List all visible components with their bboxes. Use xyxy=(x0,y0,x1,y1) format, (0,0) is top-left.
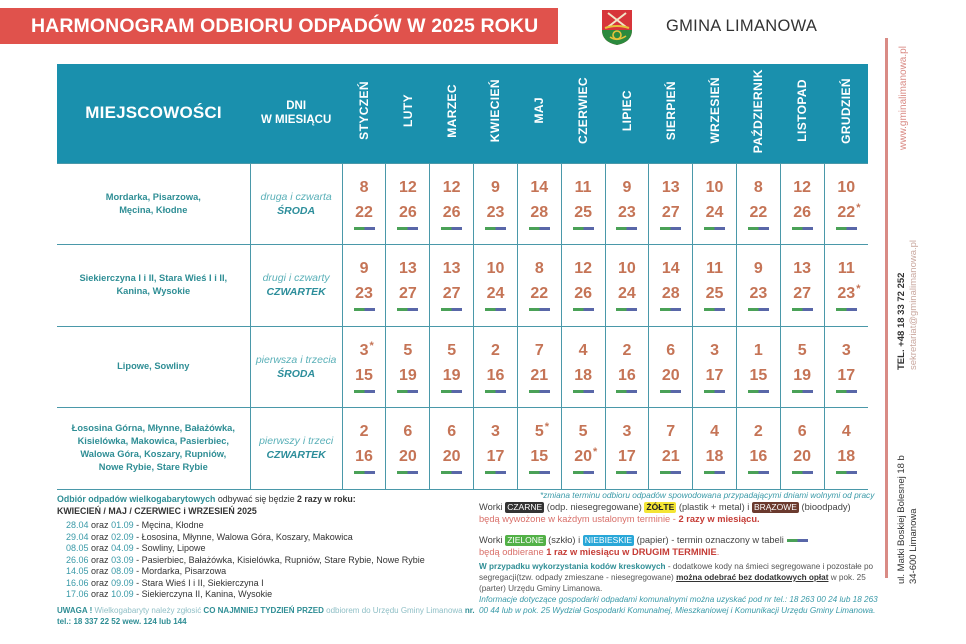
date-cell xyxy=(824,163,868,245)
date-cell xyxy=(342,245,386,327)
recycling-bar-icon xyxy=(397,390,418,393)
first-date: 5 xyxy=(447,341,457,359)
table-row xyxy=(57,245,868,327)
date-cell xyxy=(649,326,693,408)
locations-cell: Siekierczyna I i II, Stara Wieś I i II, Kanina, Wysokie xyxy=(57,245,250,327)
first-date: 2 xyxy=(622,341,632,359)
second-date: 21 xyxy=(661,448,680,466)
barcodes-note: W przypadku wykorzystania kodów kreskowych - dodatkowe kody na śmieci segregowane i pozostałe po segregacji(tzw. odpady zmieszane - niesegregowane) można odebrać bez dodatkowych opłat w pok. 25 (parter) Urzędu Gminy Limanowa. xyxy=(479,562,874,593)
recycling-bar-icon xyxy=(441,227,462,230)
recycling-bar-icon xyxy=(485,390,506,393)
second-date: 20 xyxy=(793,448,812,466)
second-date: 20 xyxy=(398,448,417,466)
header-month: LIPIEC xyxy=(605,64,649,163)
bags-legend xyxy=(479,501,879,558)
first-date: 10 xyxy=(486,260,505,278)
address-city: 34-600 Limanowa xyxy=(908,508,919,584)
recycling-bar-icon xyxy=(836,227,857,230)
second-date: 25 xyxy=(574,203,592,221)
date-cell xyxy=(561,408,605,490)
legend-bar-icon xyxy=(787,539,808,542)
header-month: MAJ xyxy=(517,64,561,163)
recycling-bar-icon xyxy=(836,390,857,393)
date-cell xyxy=(430,163,474,245)
address-street: ul. Matki Boskiej Bolesnej 18 b xyxy=(896,455,907,584)
first-date: 4 xyxy=(578,341,588,359)
date-cell xyxy=(342,408,386,490)
date-cell xyxy=(474,245,518,327)
date-cell xyxy=(386,408,430,490)
bulky-schedule-list xyxy=(57,520,477,601)
second-date: 16 xyxy=(749,448,768,466)
recycling-bar-icon xyxy=(529,471,550,474)
second-date: 17 xyxy=(618,448,636,466)
first-date: 7 xyxy=(534,341,544,359)
first-date: 5 xyxy=(797,341,807,359)
coat-of-arms-icon xyxy=(600,8,634,46)
first-date: 3 xyxy=(710,341,719,359)
date-cell xyxy=(693,326,737,408)
recycling-bar-icon xyxy=(792,471,813,474)
bulky-months: KWIECIEŃ / MAJ / CZERWIEC i WRZESIEŃ 2025 xyxy=(57,506,257,516)
star-icon: * xyxy=(856,201,861,214)
second-date: 17 xyxy=(486,448,505,466)
second-date: 22 * xyxy=(825,203,868,222)
recycling-bar-icon xyxy=(660,227,681,230)
recycling-bar-icon xyxy=(354,227,375,230)
first-date: 10 xyxy=(618,260,636,278)
date-cell xyxy=(561,245,605,327)
second-date: 28 xyxy=(661,285,680,303)
recycling-bar-icon xyxy=(397,471,418,474)
recycling-bar-icon xyxy=(616,390,637,393)
second-date: 19 xyxy=(793,366,812,384)
locations-cell: Lipowe, Sowliny xyxy=(57,326,250,408)
recycling-bar-icon xyxy=(704,308,725,311)
info-note: Informacje dotyczące gospodarki odpadami komunalnymi można uzyskać pod nr tel.: 18 263 00 24 lub 18 263 00 44 lub w pok. 25 Wydział Gospodarki Komunalnej, Mieszkaniowej i Komunikacji Urzędu Gminy Limanowa. xyxy=(479,595,878,615)
date-cell xyxy=(342,163,386,245)
date-cell xyxy=(824,326,868,408)
second-date: 17 xyxy=(837,366,856,384)
schedule-table xyxy=(57,64,868,490)
recycling-bar-icon xyxy=(485,227,506,230)
first-date: 10 xyxy=(705,178,724,196)
recycling-bar-icon xyxy=(397,308,418,311)
bulky-warning: UWAGA ! Wielkogabaryty należy zgłosić CO NAJMNIEJ TYDZIEŃ PRZED odbiorem do Urzędu Gminy Limanowa nr. tel.: 18 337 22 52 wew. 124 lub 144 xyxy=(57,605,475,626)
bags-line-recycle: Worki ZIELONE (szkło) i NIEBIESKIE (papier) - termin oznaczony w tabeli xyxy=(479,534,879,546)
recycling-bar-icon xyxy=(529,390,550,393)
date-cell xyxy=(561,163,605,245)
first-date: 5 * xyxy=(518,422,561,441)
days-cell: druga i czwarta ŚRODA xyxy=(250,163,342,245)
locations-cell: Łososina Górna, Młynne, Bałażówka, Kisielówka, Makowica, Pasierbiec, Walowa Góra, Koszary, Rupniów, Nowe Rybie, Stare Rybie xyxy=(57,408,250,490)
recycling-bar-icon xyxy=(573,308,594,311)
date-cell xyxy=(386,163,430,245)
side-divider xyxy=(885,38,888,578)
phone-number: TEL. +48 18 33 72 252 xyxy=(896,272,907,370)
first-date: 14 xyxy=(661,260,680,278)
first-date: 9 xyxy=(491,178,500,196)
date-cell xyxy=(386,245,430,327)
second-date: 20 * xyxy=(562,447,605,466)
header-month: PAŹDZIERNIK xyxy=(736,64,780,163)
first-date: 14 xyxy=(530,178,549,196)
first-date: 8 xyxy=(359,178,369,196)
first-date: 8 xyxy=(753,178,763,196)
recycling-bar-icon xyxy=(441,471,462,474)
second-date: 19 xyxy=(442,366,461,384)
date-cell xyxy=(693,408,737,490)
date-cell xyxy=(474,326,518,408)
date-cell xyxy=(342,326,386,408)
date-cell xyxy=(517,408,561,490)
recycling-bar-icon xyxy=(616,308,637,311)
first-date: 7 xyxy=(666,423,676,441)
municipality-name: GMINA LIMANOWA xyxy=(666,17,818,35)
title-text: HARMONOGRAM ODBIORU ODPADÓW W 2025 ROKU xyxy=(31,14,539,37)
recycling-bar-icon xyxy=(529,308,550,311)
table-row xyxy=(57,408,868,490)
date-cell xyxy=(736,326,780,408)
second-date: 26 xyxy=(398,203,417,221)
bulky-schedule-item: 14.05 oraz 08.09 - Mordarka, Pisarzowa xyxy=(66,566,227,576)
second-date: 20 xyxy=(442,448,461,466)
date-cell xyxy=(649,245,693,327)
second-date: 17 xyxy=(705,366,724,384)
second-date: 27 xyxy=(793,285,812,303)
email-link[interactable]: sekretariat@gminalimanowa.pl xyxy=(908,239,919,370)
first-date: 13 xyxy=(398,260,417,278)
header-month: LISTOPAD xyxy=(780,64,824,163)
recycling-bar-icon xyxy=(616,471,637,474)
date-cell xyxy=(780,326,824,408)
first-date: 9 xyxy=(359,260,369,278)
date-cell xyxy=(517,163,561,245)
first-date: 3 xyxy=(622,423,632,441)
second-date: 26 xyxy=(442,203,461,221)
first-date: 2 xyxy=(753,423,763,441)
bags-frequency-mixed: będą wywożone w każdym ustalonym terminie - 2 razy w miesiącu. xyxy=(479,514,760,524)
recycling-bar-icon xyxy=(573,390,594,393)
date-cell xyxy=(430,245,474,327)
date-cell xyxy=(561,326,605,408)
date-cell xyxy=(736,245,780,327)
second-date: 15 xyxy=(749,366,768,384)
first-date: 2 xyxy=(491,341,500,359)
second-date: 16 xyxy=(618,366,636,384)
first-date: 5 xyxy=(578,423,588,441)
date-cell xyxy=(736,408,780,490)
second-date: 15 xyxy=(530,448,549,466)
second-date: 15 xyxy=(355,366,373,384)
first-date: 13 xyxy=(442,260,461,278)
recycling-bar-icon xyxy=(704,227,725,230)
recycling-bar-icon xyxy=(748,308,769,311)
first-date: 12 xyxy=(574,260,592,278)
yellow-bag-tag: ŻÓŁTE xyxy=(646,502,675,512)
recycling-bar-icon xyxy=(354,308,375,311)
first-date: 12 xyxy=(442,178,461,196)
star-icon: * xyxy=(593,446,598,459)
second-date: 23 * xyxy=(825,284,868,303)
date-cell xyxy=(605,163,649,245)
bulky-schedule-item: 28.04 oraz 01.09 - Męcina, Kłodne xyxy=(66,520,204,530)
recycling-bar-icon xyxy=(748,390,769,393)
recycling-bar-icon xyxy=(792,390,813,393)
second-date: 22 xyxy=(355,203,373,221)
second-date: 26 xyxy=(574,285,592,303)
blue-bag-tag: NIEBIESKIE xyxy=(584,535,633,545)
recycling-bar-icon xyxy=(485,471,506,474)
recycling-bar-icon xyxy=(704,390,725,393)
recycling-bar-icon xyxy=(573,227,594,230)
table-row xyxy=(57,326,868,408)
second-date: 22 xyxy=(749,203,768,221)
recycling-bar-icon xyxy=(836,471,857,474)
header-month: SIERPIEŃ xyxy=(649,64,693,163)
bulky-schedule-item: 17.06 oraz 10.09 - Siekierczyna II, Kanina, Wysokie xyxy=(66,589,273,599)
first-date: 6 xyxy=(403,423,413,441)
recycling-bar-icon xyxy=(354,390,375,393)
first-date: 1 xyxy=(753,341,763,359)
first-date: 11 xyxy=(706,260,723,278)
first-date: 8 xyxy=(534,260,544,278)
recycling-bar-icon xyxy=(397,227,418,230)
first-date: 13 xyxy=(661,178,680,196)
date-cell xyxy=(736,163,780,245)
header-month: KWIECIEŃ xyxy=(474,64,518,163)
days-cell: pierwszy i trzeci CZWARTEK xyxy=(250,408,342,490)
date-cell xyxy=(430,408,474,490)
days-cell: drugi i czwarty CZWARTEK xyxy=(250,245,342,327)
header-month: MARZEC xyxy=(430,64,474,163)
second-date: 27 xyxy=(661,203,680,221)
page-title xyxy=(0,8,558,44)
header-month: WRZESIEŃ xyxy=(693,64,737,163)
header-month: GRUDZIEŃ xyxy=(824,64,868,163)
table-row xyxy=(57,163,868,245)
second-date: 16 xyxy=(486,366,505,384)
recycling-bar-icon xyxy=(616,227,637,230)
second-date: 24 xyxy=(705,203,724,221)
days-cell: pierwsza i trzecia ŚRODA xyxy=(250,326,342,408)
first-date: 3 xyxy=(841,341,851,359)
header-month: CZERWIEC xyxy=(561,64,605,163)
bags-line-mixed: Worki CZARNE (odp. niesegregowane) ŻÓŁTE (plastik + metal) i BRĄZOWE (bioodpady) xyxy=(479,502,851,512)
date-cell xyxy=(517,245,561,327)
second-date: 22 xyxy=(530,285,549,303)
first-date: 9 xyxy=(753,260,763,278)
bulky-schedule-item: 16.06 oraz 09.09 - Stara Wieś I i II, Siekierczyna I xyxy=(66,577,264,588)
date-cell xyxy=(430,326,474,408)
date-cell xyxy=(780,163,824,245)
bulky-intro: Odbiór odpadów wielkogabarytowych odbywać się będzie 2 razy w roku: xyxy=(57,494,356,504)
recycling-bar-icon xyxy=(441,308,462,311)
table-header-row xyxy=(57,64,868,163)
first-date: 4 xyxy=(710,423,719,441)
date-cell xyxy=(386,326,430,408)
recycling-bar-icon xyxy=(792,308,813,311)
date-cell xyxy=(693,245,737,327)
date-cell xyxy=(693,163,737,245)
second-date: 24 xyxy=(486,285,505,303)
date-cell xyxy=(780,245,824,327)
header-days-line2: W MIESIĄCU xyxy=(260,114,332,127)
second-date: 18 xyxy=(574,366,592,384)
star-icon: * xyxy=(369,339,374,352)
recycling-bar-icon xyxy=(354,471,375,474)
recycling-bar-icon xyxy=(660,308,681,311)
first-date: 3 * xyxy=(343,341,386,360)
bags-frequency-recycle: będą odbierane 1 raz w miesiącu w DRUGIM TERMINIE. xyxy=(479,547,720,557)
bulky-schedule-item: 26.06 oraz 03.09 - Pasierbiec, Bałażówka, Kisielówka, Rupniów, Stare Rybie, Nowe Rybie xyxy=(66,554,425,565)
first-date: 12 xyxy=(793,178,812,196)
second-date: 16 xyxy=(355,448,373,466)
first-date: 3 xyxy=(491,423,500,441)
header-days-line1: DNI xyxy=(286,100,307,113)
first-date: 5 xyxy=(403,341,413,359)
recycling-bar-icon xyxy=(485,308,506,311)
first-date: 4 xyxy=(841,423,851,441)
first-date: 2 xyxy=(359,423,369,441)
second-date: 23 xyxy=(749,285,768,303)
date-cell xyxy=(605,245,649,327)
header-locations: MIEJSCOWOŚCI xyxy=(57,64,250,163)
second-date: 23 xyxy=(618,203,636,221)
second-date: 28 xyxy=(530,203,549,221)
green-bag-tag: ZIELONE xyxy=(507,535,544,545)
date-cell xyxy=(605,326,649,408)
header-month: LUTY xyxy=(386,64,430,163)
black-bag-tag: CZARNE xyxy=(507,502,543,512)
second-date: 26 xyxy=(793,203,812,221)
table-body xyxy=(57,163,868,489)
website-link[interactable]: www.gminalimanowa.pl xyxy=(898,46,909,150)
star-icon: * xyxy=(544,421,550,434)
date-cell xyxy=(649,408,693,490)
second-date: 23 xyxy=(486,203,505,221)
second-date: 27 xyxy=(398,285,417,303)
recycling-bar-icon xyxy=(529,227,550,230)
first-date: 6 xyxy=(666,341,676,359)
recycling-bar-icon xyxy=(704,471,725,474)
recycling-bar-icon xyxy=(836,308,857,311)
first-date: 11 xyxy=(837,260,855,278)
date-cell xyxy=(474,163,518,245)
recycling-bar-icon xyxy=(748,471,769,474)
second-date: 19 xyxy=(398,366,417,384)
first-date: 12 xyxy=(398,178,417,196)
second-date: 27 xyxy=(442,285,461,303)
first-date: 10 xyxy=(837,178,856,196)
footnote: *zmiana terminu odbioru odpadów spowodowana przypadającymi dniami wolnymi od pracy xyxy=(540,490,875,500)
second-date: 23 xyxy=(355,285,373,303)
first-date: 11 xyxy=(574,178,592,196)
first-date: 6 xyxy=(447,423,457,441)
header-days xyxy=(250,64,342,163)
recycling-bar-icon xyxy=(441,390,462,393)
recycling-bar-icon xyxy=(660,390,681,393)
second-date: 25 xyxy=(705,285,724,303)
bulky-schedule-item: 29.04 oraz 02.09 - Łososina, Młynne, Walowa Góra, Koszary, Makowica xyxy=(66,531,353,542)
date-cell xyxy=(824,245,868,327)
second-date: 21 xyxy=(530,366,549,384)
header-month: STYCZEŃ xyxy=(342,64,386,163)
date-cell xyxy=(474,408,518,490)
second-date: 24 xyxy=(618,285,636,303)
date-cell xyxy=(605,408,649,490)
bulky-schedule-item: 08.05 oraz 04.09 - Sowliny, Lipowe xyxy=(66,543,206,553)
date-cell xyxy=(780,408,824,490)
recycling-bar-icon xyxy=(660,471,681,474)
first-date: 9 xyxy=(622,178,632,196)
second-date: 18 xyxy=(837,448,856,466)
bulky-waste-section xyxy=(57,493,477,627)
recycling-bar-icon xyxy=(748,227,769,230)
recycling-bar-icon xyxy=(573,471,594,474)
date-cell xyxy=(824,408,868,490)
date-cell xyxy=(517,326,561,408)
brown-bag-tag: BRĄZOWE xyxy=(753,502,797,512)
first-date: 6 xyxy=(797,423,807,441)
star-icon: * xyxy=(856,283,861,296)
locations-cell: Mordarka, Pisarzowa, Męcina, Kłodne xyxy=(57,163,250,245)
second-date: 18 xyxy=(705,448,724,466)
date-cell xyxy=(649,163,693,245)
second-date: 20 xyxy=(661,366,680,384)
recycling-bar-icon xyxy=(792,227,813,230)
first-date: 13 xyxy=(793,260,812,278)
